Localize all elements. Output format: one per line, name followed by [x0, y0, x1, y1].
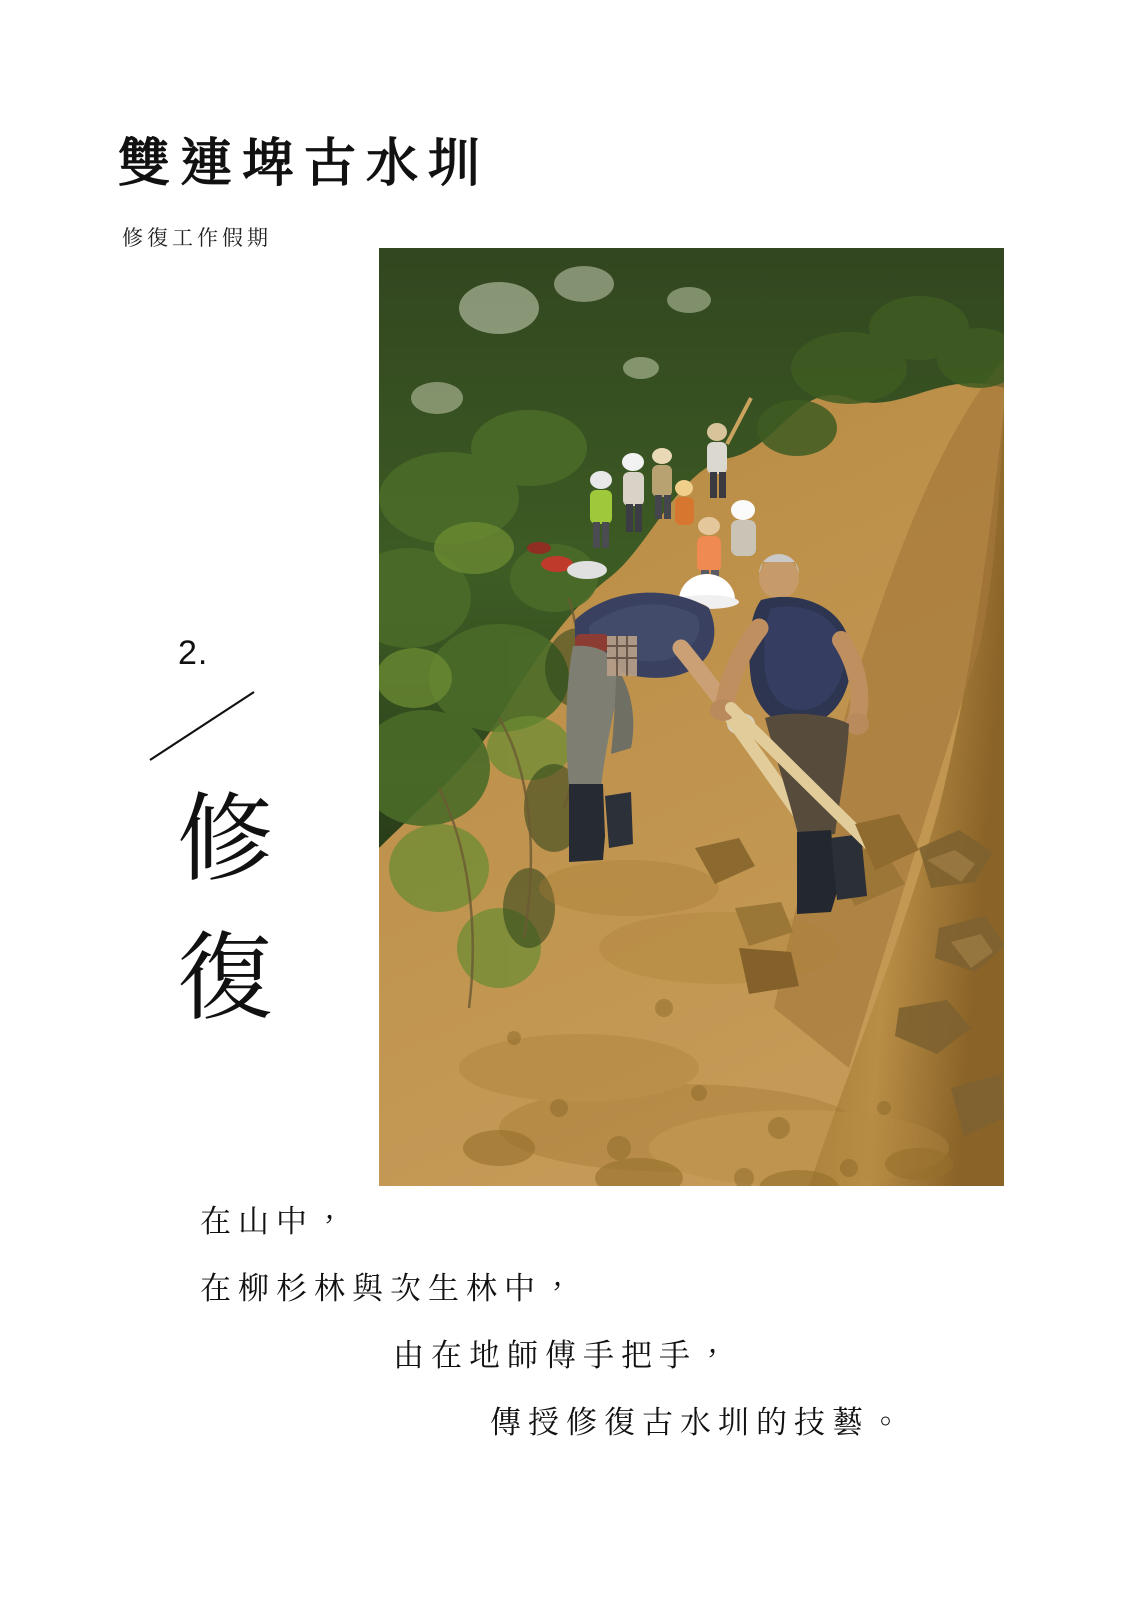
section-number: 2. — [178, 634, 209, 672]
caption-block — [0, 1206, 1131, 1474]
caption-line-2: 在柳杉林與次生林中， — [200, 1271, 580, 1306]
photo-restoration-work — [379, 248, 1004, 1186]
caption-line-1: 在山中， — [200, 1204, 352, 1239]
chapter-char-1: 修 — [177, 786, 273, 893]
page-subtitle: 修復工作假期 — [122, 227, 272, 250]
caption-line-4: 傳授修復古水圳的技藝。 — [490, 1405, 908, 1440]
chapter-char-2: 復 — [177, 925, 273, 1033]
chapter-label — [150, 770, 300, 1048]
page-title: 雙連埤古水圳 — [118, 135, 491, 193]
caption-line-3: 由在地師傅手把手， — [393, 1338, 735, 1373]
diagonal-rule — [148, 690, 256, 762]
